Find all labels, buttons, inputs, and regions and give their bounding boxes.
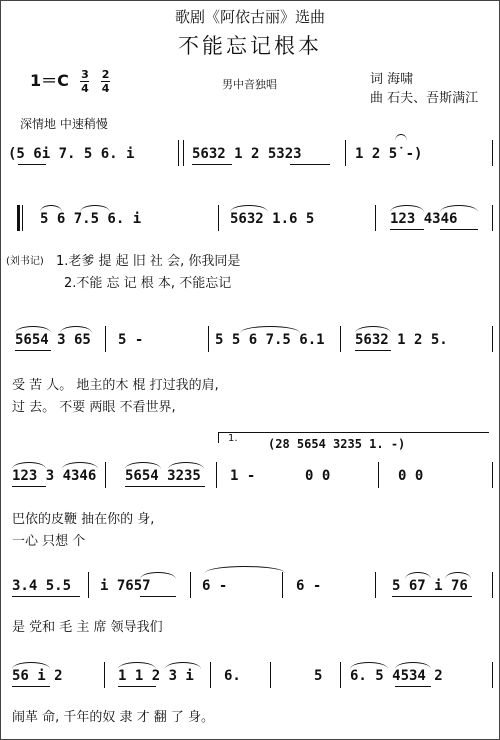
- barline: [378, 462, 379, 488]
- barline: [216, 462, 217, 488]
- slur: [165, 662, 201, 669]
- slur: [15, 326, 51, 333]
- lyrics-verse-1: 闹革 命, 千年的奴 隶 才 翻 了 身。: [12, 710, 215, 725]
- meter-3-4: $\frac{3}{4}$: [81, 68, 89, 95]
- barline: [282, 572, 283, 598]
- slur: [168, 462, 204, 469]
- barline: [190, 572, 191, 598]
- slur: [230, 205, 268, 212]
- slur: [60, 326, 92, 333]
- notes: 6.: [224, 668, 241, 684]
- lyrics-verse-1: 是 党和 毛 主 席 领导我们: [12, 620, 163, 635]
- notes: i 7657: [100, 578, 151, 594]
- barline: [340, 326, 341, 352]
- notes: 5 5 6 7.5 6.1: [215, 332, 325, 348]
- underline: [125, 486, 205, 487]
- notes: 5 67 i 76: [392, 578, 468, 594]
- slur: [140, 572, 176, 579]
- slur: [390, 205, 424, 212]
- underline: [12, 486, 46, 487]
- underline: [140, 596, 176, 597]
- underline: [12, 596, 80, 597]
- repeat-barline: [17, 205, 20, 231]
- slur: [125, 462, 161, 469]
- barline: [492, 205, 493, 231]
- barline: [210, 662, 211, 688]
- performance-type: 男中音独唱: [222, 78, 277, 91]
- notes: 56 i 2: [12, 668, 63, 684]
- barline: [375, 572, 376, 598]
- meter-2-4: $\frac{2}{4}$: [101, 68, 110, 95]
- barline: [105, 326, 106, 352]
- tempo-marking: 深情地 中速稍慢: [20, 117, 108, 131]
- underline: [192, 164, 232, 165]
- notes: 0 0: [305, 468, 331, 484]
- slur: [240, 326, 300, 333]
- slur: [350, 662, 388, 669]
- slur: [440, 205, 478, 212]
- lyrics-verse-2: 2.不能 忘 记 根 本, 不能忘记: [64, 276, 232, 291]
- composer: 曲 石夫、吾斯满江: [370, 91, 479, 106]
- tie: [205, 566, 285, 573]
- notes: 6. 5 4534 2: [350, 668, 443, 684]
- slur: [118, 662, 156, 669]
- barline: [492, 326, 493, 352]
- fermata: [395, 134, 407, 141]
- underline: [18, 164, 46, 165]
- barline: [340, 662, 341, 688]
- slur: [80, 205, 110, 212]
- lyrics-verse-1: 1.老爹 提 起 旧 社 会, 你我同是: [56, 254, 241, 269]
- barline: [104, 662, 105, 688]
- barline: [218, 205, 219, 231]
- notes: 5654 3235: [125, 468, 201, 484]
- barline: [22, 205, 23, 231]
- barline: [492, 462, 493, 488]
- underline: [440, 229, 478, 230]
- notes: 5 6 7.5 6. i: [40, 211, 142, 227]
- subtitle: 歌剧《阿依古丽》选曲: [174, 8, 325, 26]
- barline: [208, 326, 209, 352]
- key-signature: [30, 68, 110, 94]
- barline: [492, 572, 493, 598]
- lyrics-verse-2: 过 去。 不要 两眼 不看世界,: [12, 400, 176, 415]
- notes: 5632 1 2 5.: [355, 332, 448, 348]
- notes: 5632 1 2 5323: [192, 146, 302, 162]
- barline: [492, 140, 493, 166]
- underline: [290, 164, 330, 165]
- notes: 5 -: [118, 332, 144, 348]
- lyrics-verse-2: 一心 只想 个: [12, 534, 86, 549]
- underline: [390, 229, 424, 230]
- underline: [392, 596, 472, 597]
- notes: (5 6i 7. 5 6. i: [8, 146, 135, 162]
- barline: [178, 140, 179, 166]
- barline: [492, 662, 493, 688]
- volta-label: 1.: [228, 433, 238, 444]
- slur: [405, 572, 431, 579]
- slur: [62, 462, 98, 469]
- notes: 6 -: [296, 578, 322, 594]
- lyrics-verse-1: 巴依的皮鞭 抽在你的 身,: [12, 512, 155, 527]
- notes: 1 2 5̇ -): [355, 146, 423, 162]
- underline: [355, 350, 391, 351]
- barline: [375, 205, 376, 231]
- notes: 5: [314, 668, 323, 684]
- slur: [12, 462, 46, 469]
- underline: [15, 350, 51, 351]
- barline: [345, 140, 346, 166]
- key-text: 1＝C: [30, 71, 69, 90]
- underline: [12, 686, 50, 687]
- song-title: 不能忘记根本: [178, 34, 322, 58]
- volta-notes: (28 5654 3235 1. -): [268, 437, 406, 451]
- notes: 5654 3 65: [15, 332, 91, 348]
- notes: 6 -: [202, 578, 228, 594]
- lyrics-verse-1: 受 苦 人。 地主的木 棍 打过我的肩,: [12, 378, 219, 393]
- notes: 1 1 2 3 i: [118, 668, 194, 684]
- notes: 0 0: [398, 468, 424, 484]
- underline: [118, 686, 156, 687]
- underline: [395, 686, 431, 687]
- lyricist: 词 海啸: [370, 72, 414, 87]
- role-label: (刘书记): [6, 256, 44, 267]
- notes: 1 -: [230, 468, 256, 484]
- notes: 5632 1.6 5: [230, 211, 315, 227]
- slur: [12, 662, 50, 669]
- notes: 123 3 4346: [12, 468, 97, 484]
- slur: [445, 572, 471, 579]
- notes: 3.4 5.5: [12, 578, 72, 594]
- notes: 123 4346: [390, 211, 458, 227]
- barline: [105, 462, 106, 488]
- barline: [270, 662, 271, 688]
- slur: [40, 205, 62, 212]
- slur: [395, 662, 431, 669]
- slur: [355, 326, 391, 333]
- barline: [183, 140, 184, 166]
- barline: [88, 572, 89, 598]
